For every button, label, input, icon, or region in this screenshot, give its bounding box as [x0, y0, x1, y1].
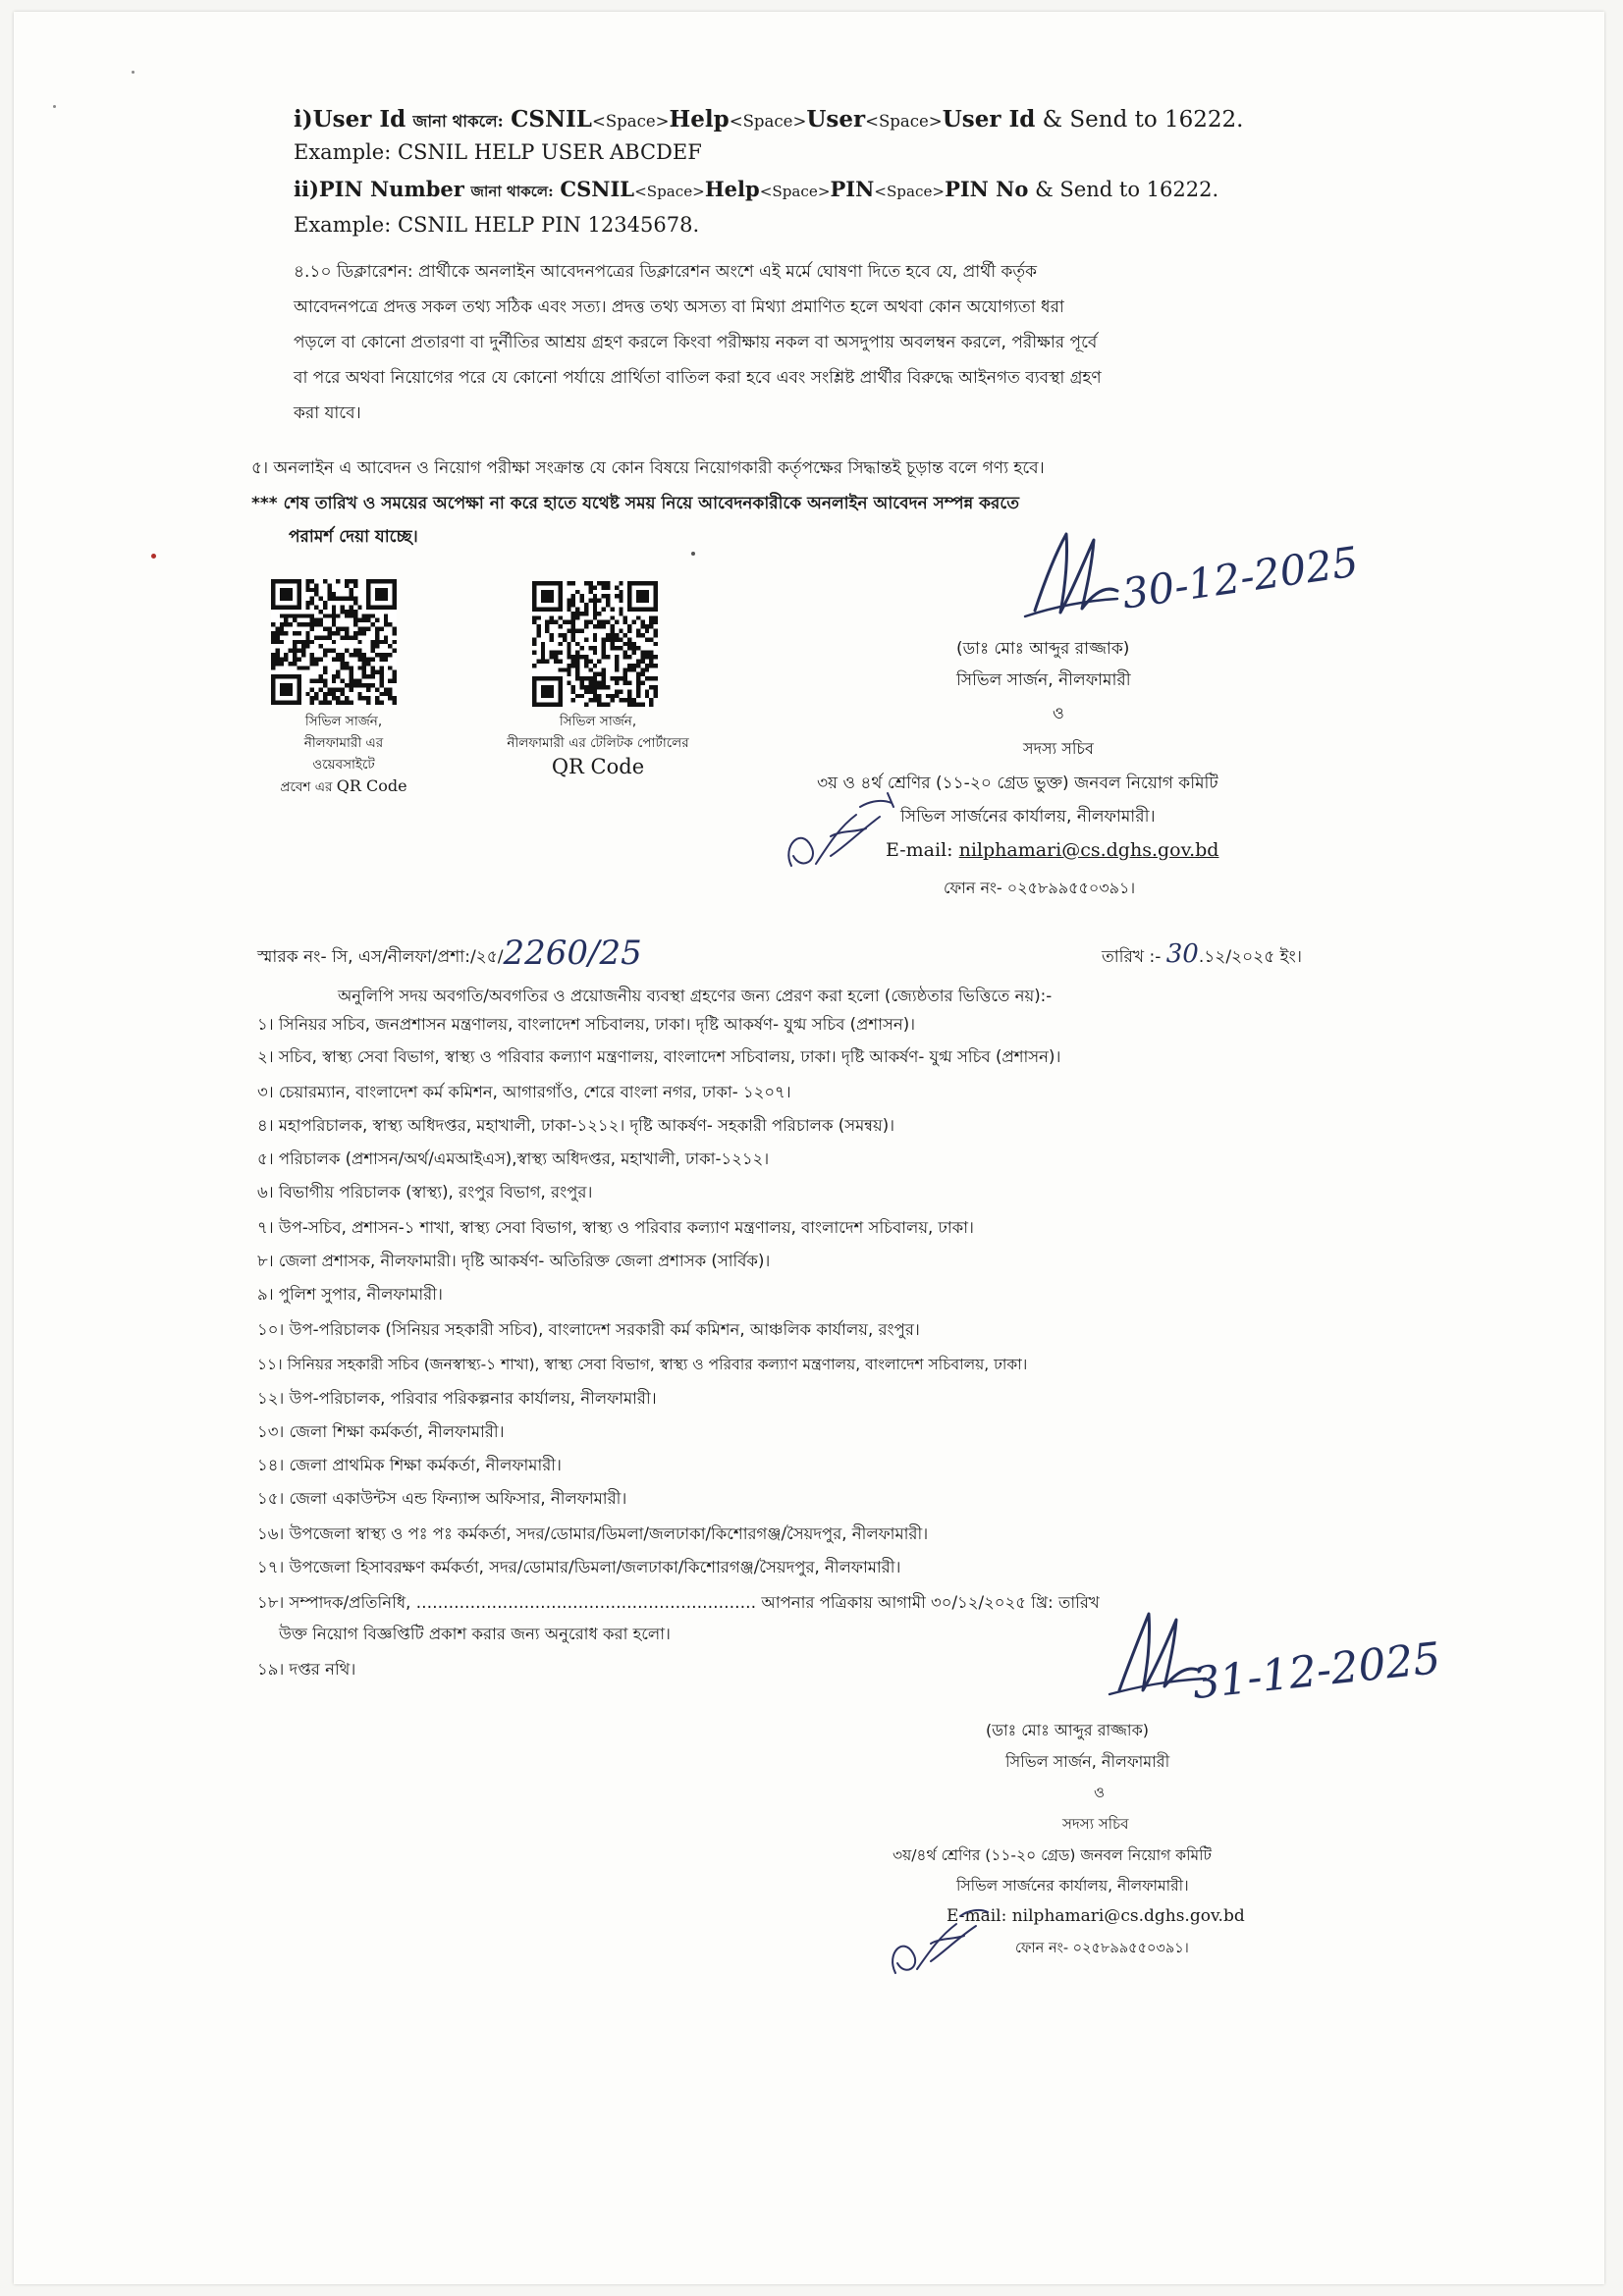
sms-space: <Space>: [874, 183, 946, 200]
email-label: E-mail:: [947, 1906, 1007, 1926]
qr1-tag: QR Code: [336, 776, 407, 795]
sms-space: <Space>: [729, 112, 807, 131]
sms-space: <Space>: [634, 183, 705, 200]
signatory-name: (ডাঃ মোঃ আব্দুর রাজ্জাক): [986, 1721, 1150, 1739]
qr2-caption: [460, 711, 735, 777]
sms-help: Help: [704, 177, 760, 201]
copy-item: ৯। পুলিশ সুপার, নীলফামারী।: [257, 1285, 443, 1304]
sms-space: <Space>: [591, 112, 670, 131]
sms-userid-prefix: i)User Id: [294, 106, 406, 133]
declaration-line: করা যাবে।: [294, 403, 361, 423]
sms-help: Help: [669, 106, 730, 133]
copy-item: উক্ত নিয়োগ বিজ্ঞপ্তিটি প্রকাশ করার জন্য অনুরোধ করা হলো।: [279, 1625, 671, 1643]
memo-number: [257, 932, 642, 972]
copy-item: ১০। উপ-পরিচালক (সিনিয়র সহকারী সচিব), বাংলাদেশ সরকারী কর্ম কমিশন, আঞ্চলিক কার্যালয়, রংপুর।: [257, 1320, 920, 1339]
memo-date: [1102, 939, 1302, 972]
sms-send: & Send to 16222.: [1035, 107, 1244, 133]
phone-number: ফোন নং- ০২৫৮৯৯৫৫০৩৯১।: [944, 879, 1136, 897]
signatory-designation: সিভিল সার্জন, নীলফামারী: [1005, 1752, 1170, 1771]
scan-speck: [151, 554, 156, 559]
signature-top: [1015, 522, 1123, 625]
sms-space: <Space>: [759, 183, 831, 200]
sms-pin-line: [294, 177, 1218, 205]
scan-speck: [132, 71, 135, 74]
note-line: পরামর্শ দেয়া যাচ্ছে।: [289, 527, 418, 547]
signatory-name: (ডাঃ মোঃ আব্দুর রাজ্জাক): [956, 639, 1130, 659]
qr1-caption-line: প্রবেশ এর: [280, 779, 333, 795]
handwritten-date-bottom: 31-12-2025: [1190, 1632, 1443, 1710]
sms-send: & Send to 16222.: [1028, 178, 1219, 201]
phone-number: ফোন নং- ০২৫৮৯৯৫৫০৩৯১।: [1015, 1941, 1189, 1956]
scan-speck: [53, 105, 56, 108]
declaration-line: ৪.১০ ডিক্লারেশন: প্রার্থীকে অনলাইন আবেদনপত্রের ডিক্লারেশন অংশে এই মর্মে ঘোষণা দিতে হবে যে, প্রার্থী কর্তৃক: [294, 262, 1038, 282]
sms-cmd: CSNIL: [560, 177, 635, 201]
copy-item: ৫। পরিচালক (প্রশাসন/অর্থ/এমআইএস),স্বাস্থ্য অধিদপ্তর, মহাখালী, ঢাকা-১২১২।: [257, 1149, 770, 1168]
copy-item: ১৩। জেলা শিক্ষা কর্মকর্তা, নীলফামারী।: [257, 1422, 505, 1441]
sms-userid: User Id: [942, 106, 1036, 133]
sms-userid-example: Example: CSNIL HELP USER ABCDEF: [294, 140, 702, 164]
website-qr-code[interactable]: [271, 579, 397, 705]
sms-cmd: CSNIL: [511, 106, 592, 133]
copy-item: ১৮। সম্পাদক/প্রতিনিধি, ……………………………………………………… আপনার পত্রিকায় আগামী ৩০/১২/২০২৫ খ্রি: তারিখ: [257, 1593, 1100, 1612]
qr1-caption-line: সিভিল সার্জন,: [304, 714, 383, 729]
declaration-line: পড়লে বা কোনো প্রতারণা বা দুর্নীতির আশ্রয় গ্রহণ করলে কিংবা পরীক্ষায় নকল বা অসদুপায় অবলম্বন করলে, পরীক্ষার পূর্বে: [294, 333, 1098, 352]
copy-item: ১১। সিনিয়র সহকারী সচিব (জনস্বাস্থ্য-১ শাখা), স্বাস্থ্য সেবা বিভাগ, স্বাস্থ্য ও পরিবার কল্যাণ মন্ত্রণালয়, বাংলাদেশ সচিবালয়, ঢাকা।: [257, 1356, 1028, 1373]
copy-item: ৪। মহাপরিচালক, স্বাস্থ্য অধিদপ্তর, মহাখালী, ঢাকা-১২১২। দৃষ্টি আকর্ষণ- সহকারী পরিচালক (সমন্বয়)।: [257, 1116, 895, 1135]
memo-date-rest: .১২/২০২৫ ইং।: [1198, 947, 1302, 967]
copy-item: ৬। বিভাগীয় পরিচালক (স্বাস্থ্য), রংপুর বিভাগ, রংপুর।: [257, 1183, 593, 1201]
note-line: *** শেষ তারিখ ও সময়ের অপেক্ষা না করে হাতে যথেষ্ট সময় নিয়ে আবেদনকারীকে অনলাইন আবেদন সম্পন্ন করতে: [251, 494, 1019, 513]
copy-item: ২। সচিব, স্বাস্থ্য সেবা বিভাগ, স্বাস্থ্য ও পরিবার কল্যাণ মন্ত্রণালয়, বাংলাদেশ সচিবালয়, ঢাকা। দৃষ্টি আকর্ষণ- যুগ্ম সচিব (প্রশাসন)।: [257, 1047, 1061, 1066]
committee-name: ৩য়/৪র্থ শ্রেণির (১১-২০ গ্রেড) জনবল নিয়োগ কমিটি: [893, 1846, 1213, 1864]
initials-stamp-bottom: [878, 1895, 996, 1988]
email-label: E-mail:: [886, 839, 953, 861]
copy-item: ১। সিনিয়র সচিব, জনপ্রশাসন মন্ত্রণালয়, বাংলাদেশ সচিবালয়, ঢাকা। দৃষ্টি আকর্ষণ- যুগ্ম সচিব (প্রশাসন)।: [257, 1015, 916, 1034]
signatory-and: ও: [1094, 1784, 1106, 1801]
memo-number-handwritten: 2260/25: [503, 934, 642, 973]
email-link[interactable]: nilphamari@cs.dghs.gov.bd: [1011, 1906, 1245, 1926]
copy-item: ১৬। উপজেলা স্বাস্থ্য ও পঃ পঃ কর্মকর্তা, সদর/ডোমার/ডিমলা/জলঢাকা/কিশোরগঞ্জ/সৈয়দপুর, নীলফামারী।: [257, 1524, 929, 1543]
signatory-and: ও: [1053, 704, 1064, 722]
sms-userid-line: [294, 106, 1244, 135]
email-line: [886, 839, 1218, 861]
handwritten-date-top: 30-12-2025: [1118, 537, 1362, 618]
sms-userid-bn: জানা থাকলে:: [412, 111, 504, 131]
qr2-caption-line: সিভিল সার্জন,: [559, 714, 637, 729]
copy-item: ১২। উপ-পরিচালক, পরিবার পরিকল্পনার কার্যালয়, নীলফামারী।: [257, 1389, 657, 1408]
qr2-tag: QR Code: [551, 755, 645, 778]
committee-name: ৩য় ও ৪র্থ শ্রেণির (১১-২০ গ্রেড ভুক্ত) জনবল নিয়োগ কমিটি: [817, 774, 1218, 793]
office-name: সিভিল সার্জনের কার্যালয়, নীলফামারী।: [956, 1877, 1189, 1895]
signatory-designation: সিভিল সার্জন, নীলফামারী: [956, 670, 1131, 690]
sms-pin: PIN: [830, 177, 875, 201]
sms-space: <Space>: [865, 112, 943, 131]
signatory-role: সদস্য সচিব: [1023, 739, 1094, 758]
memo-date-handwritten: 30: [1165, 939, 1199, 969]
sms-user: User: [806, 106, 866, 133]
teletalk-qr-code[interactable]: [532, 581, 658, 707]
memo-date-label: তারিখ :-: [1102, 947, 1162, 967]
copy-item: ৭। উপ-সচিব, প্রশাসন-১ শাখা, স্বাস্থ্য সেবা বিভাগ, স্বাস্থ্য ও পরিবার কল্যাণ মন্ত্রণালয়, বাংলাদেশ সচিবালয়, ঢাকা।: [257, 1218, 974, 1237]
sms-pinno: PIN No: [945, 177, 1029, 201]
sms-pin-bn: জানা থাকলে:: [470, 183, 554, 200]
copy-item: ৩। চেয়ারম্যান, বাংলাদেশ কর্ম কমিশন, আগারগাঁও, শেরে বাংলা নগর, ঢাকা- ১২০৭।: [257, 1083, 791, 1101]
declaration-line: আবেদনপত্রে প্রদত্ত সকল তথ্য সঠিক এবং সত্য। প্রদত্ত তথ্য অসত্য বা মিথ্যা প্রমাণিত হলে অথবা কোন অযোগ্যতা ধরা: [294, 297, 1064, 317]
signatory-role: সদস্য সচিব: [1062, 1815, 1129, 1833]
qr1-caption-line: নীলফামারী এর: [303, 735, 384, 751]
copy-item: ১৫। জেলা একাউন্টস এন্ড ফিন্যান্স অফিসার, নীলফামারী।: [257, 1489, 627, 1508]
copy-item: ১৯। দপ্তর নথি।: [257, 1660, 356, 1679]
memo-prefix: স্মারক নং- সি, এস/নীলফা/প্রশা:/২৫/: [257, 947, 504, 967]
declaration-line: বা পরে অথবা নিয়োগের পরে যে কোনো পর্যায়ে প্রার্থিতা বাতিল করা হবে এবং সংশ্লিষ্ট প্রার্থীর বিরুদ্ধে আইনগত ব্যবস্থা গ্রহণ: [294, 368, 1102, 388]
qr2-caption-line: নীলফামারী এর টেলিটক পোর্টালের: [507, 735, 689, 751]
document-page: [14, 12, 1604, 2284]
copy-item: ১৪। জেলা প্রাথমিক শিক্ষা কর্মকর্তা, নীলফামারী।: [257, 1456, 562, 1474]
sms-pin-example: Example: CSNIL HELP PIN 12345678.: [294, 213, 700, 237]
copy-intro: অনুলিপি সদয় অবগতি/অবগতির ও প্রয়োজনীয় ব্যবস্থা গ্রহণের জন্য প্রেরণ করা হলো (জ্যেষ্ঠতার ভিত্তিতে নয়):-: [338, 987, 1053, 1005]
qr1-caption-line: ওয়েবসাইটে: [312, 757, 375, 773]
email-link[interactable]: nilphamari@cs.dghs.gov.bd: [958, 839, 1219, 861]
office-name: সিভিল সার্জনের কার্যালয়, নীলফামারী।: [900, 807, 1156, 827]
scan-speck: [691, 552, 695, 556]
sms-pin-prefix: ii)PIN Number: [294, 177, 464, 201]
point-5: ৫। অনলাইন এ আবেদন ও নিয়োগ পরীক্ষা সংক্রান্ত যে কোন বিষয়ে নিয়োগকারী কর্তৃপক্ষের সিদ্ধান্তই চূড়ান্ত বলে গণ্য হবে।: [251, 458, 1045, 478]
qr1-caption: [271, 711, 416, 798]
copy-item: ৮। জেলা প্রশাসক, নীলফামারী। দৃষ্টি আকর্ষণ- অতিরিক্ত জেলা প্রশাসক (সার্বিক)।: [257, 1252, 771, 1270]
initials-stamp-top: [772, 787, 919, 881]
copy-item: ১৭। উপজেলা হিসাবরক্ষণ কর্মকর্তা, সদর/ডোমার/ডিমলা/জলঢাকা/কিশোরগঞ্জ/সৈয়দপুর, নীলফামারী।: [257, 1558, 901, 1576]
